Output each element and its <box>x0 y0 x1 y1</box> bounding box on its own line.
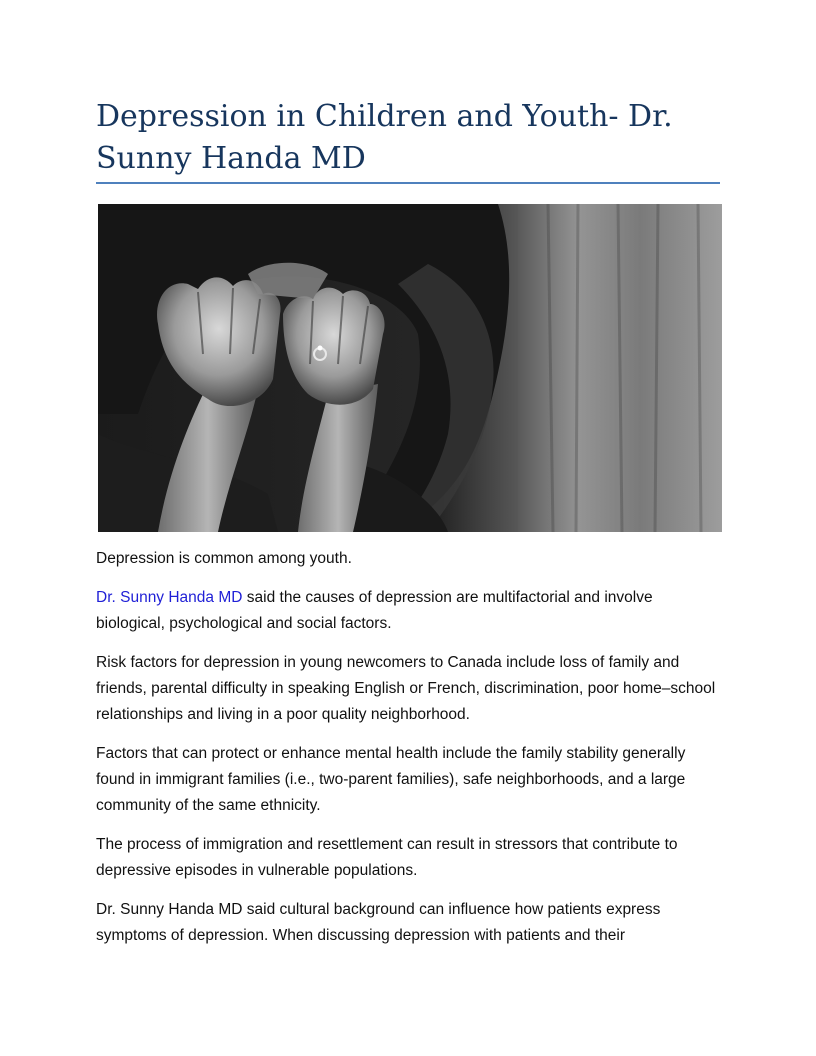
paragraph-1: Depression is common among youth. <box>96 550 352 567</box>
page-title: Depression in Children and Youth- Dr. Sunny Handa MD <box>96 99 673 176</box>
photo-woman-covering-face-icon <box>98 204 722 532</box>
paragraph-2-text: said the causes of depression are multifactorial and involve biological, psychological and social factors. <box>96 589 653 632</box>
title-underline-divider <box>96 182 720 184</box>
article-photo <box>98 204 722 532</box>
paragraph-2 <box>96 585 720 637</box>
paragraph-4: Factors that can protect or enhance mental health include the family stability generally found in immigrant families (i.e., two-parent families), safe neighborhoods, and a large community of the same ethnicity. <box>96 745 686 814</box>
author-link[interactable]: Dr. Sunny Handa MD <box>96 589 243 606</box>
paragraph-6: Dr. Sunny Handa MD said cultural background can influence how patients express symptoms of depression. When discussing depression with patients and their <box>96 901 661 944</box>
paragraph-3: Risk factors for depression in young newcomers to Canada include loss of family and friends, parental difficulty in speaking English or French, discrimination, poor home–school relationships and living in a poor quality neighborhood. <box>96 654 716 723</box>
paragraph-5: The process of immigration and resettlement can result in stressors that contribute to depressive episodes in vulnerable populations. <box>96 836 678 879</box>
article-body <box>96 546 720 962</box>
